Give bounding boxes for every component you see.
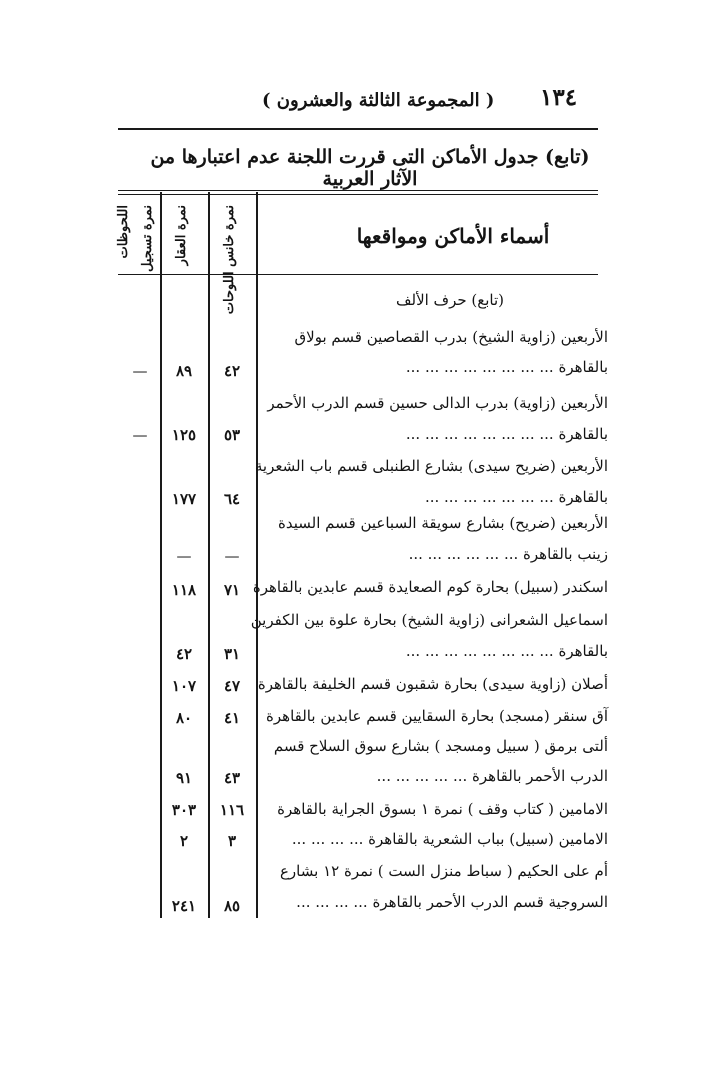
plate-number: ٤٧ xyxy=(223,677,241,695)
property-number: ٣٠٣ xyxy=(171,801,197,819)
property-number: ٩١ xyxy=(175,769,193,787)
property-number: ٢ xyxy=(179,832,189,850)
table-top-rule-2 xyxy=(118,194,598,195)
plate-column-header: نمرة خانس اللوحات xyxy=(222,205,237,315)
row-text-line: اسماعيل الشعرانى (زاوية الشيخ) بحارة علوة بين الكفرين xyxy=(250,611,608,629)
register-number: — xyxy=(132,362,148,380)
plate-number: — xyxy=(224,547,240,565)
row-text-line: ألتى برمق ( سبيل ومسجد ) بشارع سوق السلاح قسم xyxy=(273,737,608,755)
row-text-line: بالقاهرة ... ... ... ... ... ... ... ... xyxy=(405,425,608,443)
plate-number: ٤٢ xyxy=(223,362,241,380)
property-number: ١٠٧ xyxy=(171,677,197,695)
row-text-line: السروجية قسم الدرب الأحمر بالقاهرة ... ... ... ... xyxy=(296,893,608,911)
row-text-line: بالقاهرة ... ... ... ... ... ... ... xyxy=(424,488,608,506)
property-number: — xyxy=(176,547,192,565)
row-text-line: الأربعين (ضريح سيدى) بشارع الطنبلى قسم باب الشعرية xyxy=(254,457,608,475)
row-text-line: الامامين ( كتاب وقف ) نمرة ١ بسوق الجراية بالقاهرة xyxy=(277,800,608,818)
register-number: — xyxy=(132,426,148,444)
row-text-line: الامامين (سبيل) بباب الشعرية بالقاهرة ... ... ... ... xyxy=(291,830,608,848)
plate-number: ٣ xyxy=(227,832,237,850)
row-text-line: أصلان (زاوية سيدى) بحارة شقبون قسم الخليفة بالقاهرة xyxy=(257,675,608,693)
row-text-line: الأربعين (زاوية) بدرب الدالى حسين قسم الدرب الأحمر xyxy=(267,394,608,412)
plate-number: ٧١ xyxy=(223,581,241,599)
column-divider xyxy=(256,192,258,918)
property-number: ٨٠ xyxy=(175,709,193,727)
property-number: ٤٢ xyxy=(175,645,193,663)
page-number: ١٣٤ xyxy=(540,84,578,111)
plate-number: ٥٣ xyxy=(223,426,241,444)
plate-number: ٣١ xyxy=(223,645,241,663)
row-text-line: بالقاهرة ... ... ... ... ... ... ... ... xyxy=(405,358,608,376)
property-number: ١٧٧ xyxy=(171,490,197,508)
property-number: ١٢٥ xyxy=(171,426,197,444)
row-text-line: زينب بالقاهرة ... ... ... ... ... ... xyxy=(408,545,608,563)
row-text-line: الدرب الأحمر بالقاهرة ... ... ... ... ... xyxy=(376,767,608,785)
plate-number: ٦٤ xyxy=(223,490,241,508)
row-text-line: آق سنقر (مسجد) بحارة السقايين قسم عابدين بالقاهرة xyxy=(266,707,608,725)
table-caption: (تابع) جدول الأماكن التى قررت اللجنة عدم اعتبارها من الآثار العربية xyxy=(150,146,590,190)
plate-number: ١١٦ xyxy=(219,801,245,819)
row-text-line: الأربعين (زاوية الشيخ) بدرب القصاصين قسم بولاق xyxy=(294,328,608,346)
plate-number: ٨٥ xyxy=(223,897,241,915)
table-top-rule xyxy=(118,190,598,191)
property-number: ١١٨ xyxy=(171,581,197,599)
plate-number: ٤٣ xyxy=(223,769,241,787)
header-rule xyxy=(118,128,598,130)
names-column-header: أسماء الأماكن ومواقعها xyxy=(356,224,550,248)
plate-number: ٤١ xyxy=(223,709,241,727)
row-text-line: الأربعين (ضريح) بشارع سويقة السباعين قسم السيدة xyxy=(278,514,608,532)
header-bottom-rule xyxy=(118,274,598,275)
notes-column-header: اللحوظات xyxy=(116,205,131,259)
property-number: ٨٩ xyxy=(175,362,193,380)
row-text-line: أم على الحكيم ( سباط منزل الست ) نمرة ١٢ بشارع xyxy=(279,862,608,880)
section-title: (تابع) حرف الألف xyxy=(395,291,505,309)
property-number: ٢٤١ xyxy=(171,897,197,915)
row-text-line: اسكندر (سبيل) بحارة كوم الصعايدة قسم عابدين بالقاهرة xyxy=(252,578,608,596)
property-column-header: نمرة العقار xyxy=(174,205,189,266)
register-column-header: نمرة تسجيل xyxy=(140,205,155,273)
group-title: ( المجموعة الثالثة والعشرون ) xyxy=(262,90,495,111)
row-text-line: بالقاهرة ... ... ... ... ... ... ... ... xyxy=(405,642,608,660)
